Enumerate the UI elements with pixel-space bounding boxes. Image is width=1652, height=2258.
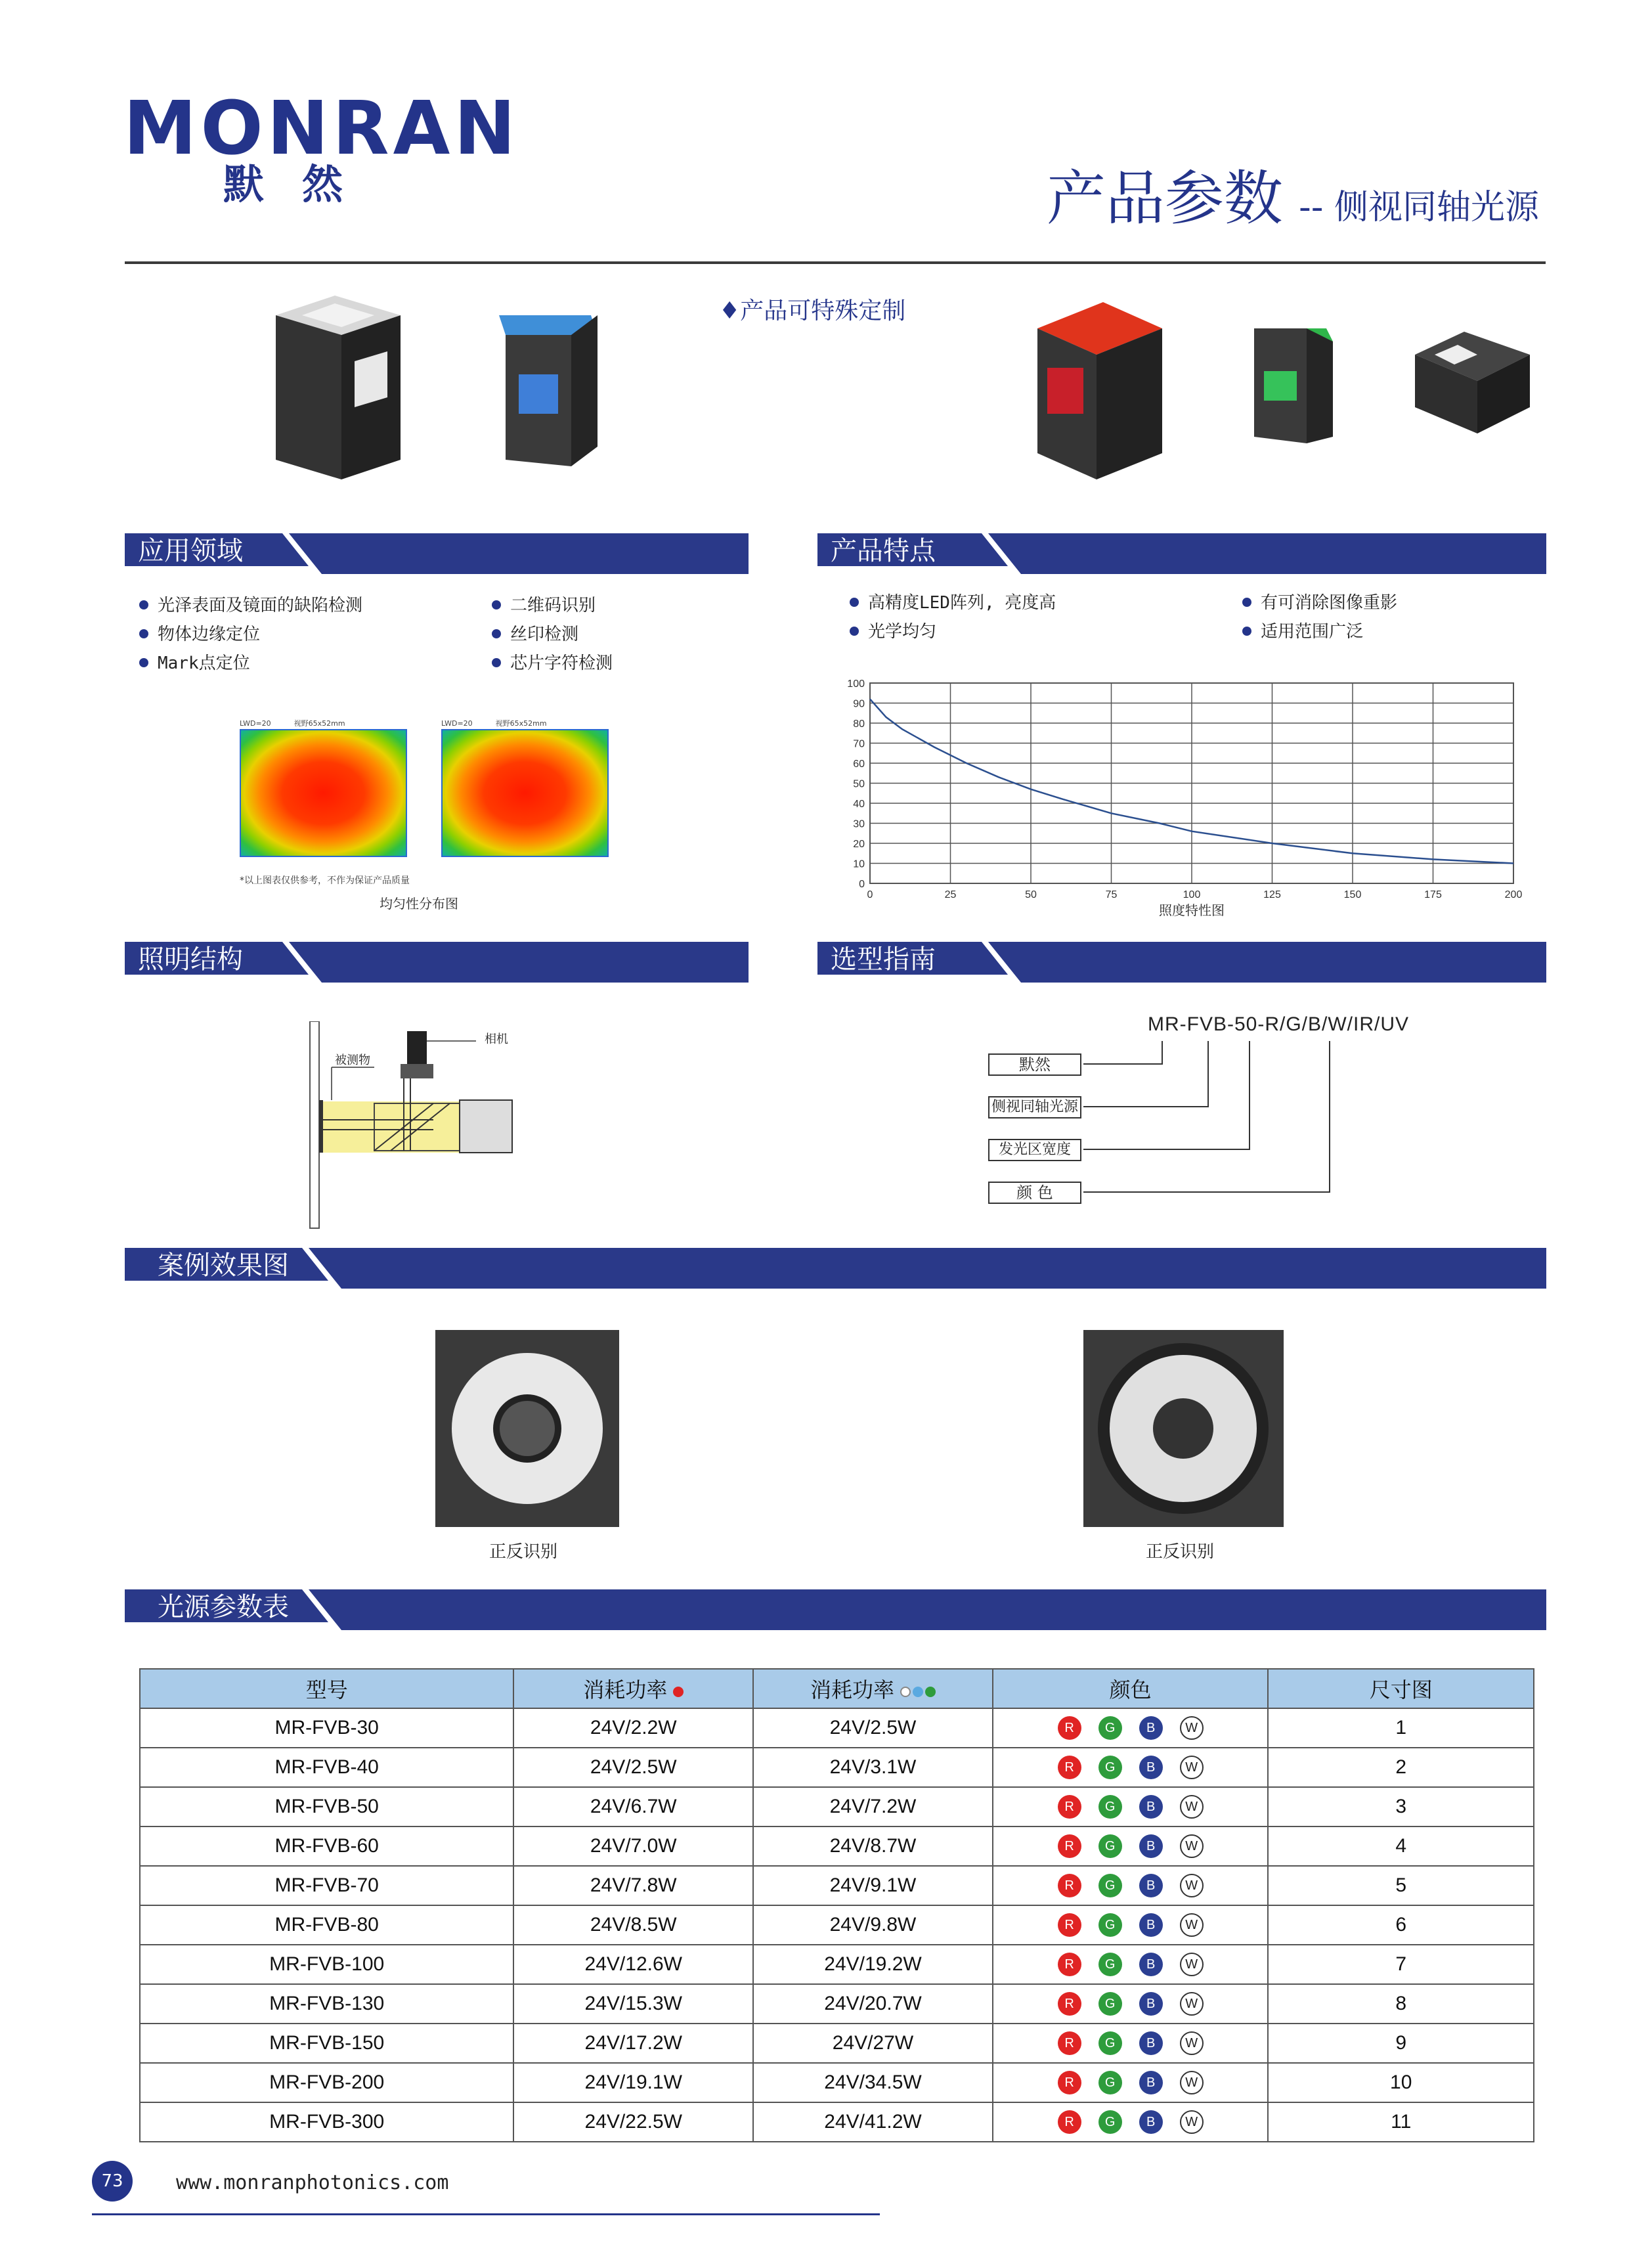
cell-colors	[993, 1748, 1269, 1787]
chart-xtick-label: 175	[1424, 889, 1442, 900]
color-badge-r: R	[1058, 1874, 1081, 1897]
uniformity-map-label-2: LWD=20 视野65x52mm	[441, 719, 547, 728]
feature-item: 光学均匀	[847, 617, 1056, 646]
color-badge-g: G	[1098, 1795, 1122, 1819]
color-badge-b: B	[1139, 1795, 1163, 1819]
table-header-row	[140, 1669, 1534, 1708]
cell-power-other: 24V/19.2W	[753, 1945, 993, 1984]
color-badge-w: W	[1180, 2071, 1204, 2094]
custom-note: ♦产品可特殊定制	[719, 298, 906, 324]
section-bar-selection	[817, 942, 1546, 983]
cell-colors	[993, 1787, 1269, 1826]
structure-label-object: 被测物	[335, 1053, 370, 1067]
color-badge-g: G	[1098, 1834, 1122, 1858]
chart-xtick-label: 75	[1105, 889, 1118, 900]
color-badge-w: W	[1180, 2031, 1204, 2055]
cell-power-red: 24V/17.2W	[513, 2024, 753, 2063]
feature-item: 适用范围广泛	[1240, 617, 1397, 646]
cell-colors	[993, 1708, 1269, 1748]
product-image-blue	[492, 302, 604, 473]
section-title-params: 光源参数表	[158, 1592, 289, 1622]
cell-colors	[993, 1905, 1269, 1945]
application-item: 物体边缘定位	[137, 620, 362, 649]
cell-colors	[993, 1826, 1269, 1866]
color-badge-w: W	[1180, 1756, 1204, 1779]
uniformity-disclaimer: *以上图表仅供参考，不作为保证产品质量	[240, 875, 410, 886]
col-header-model: 型号	[140, 1669, 513, 1708]
application-item: 丝印检测	[489, 620, 613, 649]
feature-item: 高精度LED阵列, 亮度高	[847, 588, 1056, 617]
cell-model: MR-FVB-100	[140, 1945, 513, 1984]
col-header-dimension: 尺寸图	[1268, 1669, 1534, 1708]
cell-power-red: 24V/6.7W	[513, 1787, 753, 1826]
cell-power-other: 24V/8.7W	[753, 1826, 993, 1866]
cell-colors	[993, 2102, 1269, 2142]
page-number: 73	[92, 2161, 133, 2202]
cell-power-other: 24V/9.1W	[753, 1866, 993, 1905]
model-code: MR-FVB-50-R/G/B/W/IR/UV	[1148, 1013, 1410, 1035]
feature-list-col2	[1240, 588, 1397, 646]
cell-power-red: 24V/7.0W	[513, 1826, 753, 1866]
cell-model: MR-FVB-60	[140, 1826, 513, 1866]
color-badge-g: G	[1098, 2110, 1122, 2134]
page-title-main: 产品参数	[1046, 164, 1283, 233]
section-title-features: 产品特点	[831, 536, 936, 566]
color-badge-r: R	[1058, 1795, 1081, 1819]
cell-dimension: 1	[1268, 1708, 1534, 1748]
color-badge-b: B	[1139, 2110, 1163, 2134]
cell-model: MR-FVB-80	[140, 1905, 513, 1945]
application-list-col2	[489, 591, 613, 678]
cell-colors	[993, 1984, 1269, 2024]
cell-model: MR-FVB-50	[140, 1787, 513, 1826]
table-row	[140, 1826, 1534, 1866]
footer-divider	[92, 2213, 880, 2215]
color-badge-b: B	[1139, 1953, 1163, 1976]
color-badge-g: G	[1098, 1992, 1122, 2016]
table-row	[140, 1984, 1534, 2024]
cell-power-other: 24V/3.1W	[753, 1748, 993, 1787]
table-row	[140, 1866, 1534, 1905]
cell-model: MR-FVB-130	[140, 1984, 513, 2024]
product-image-red	[1031, 289, 1169, 486]
cell-power-red: 24V/22.5W	[513, 2102, 753, 2142]
col-header-color: 颜色	[993, 1669, 1269, 1708]
color-badge-r: R	[1058, 1953, 1081, 1976]
cell-dimension: 3	[1268, 1787, 1534, 1826]
structure-label-camera: 相机	[485, 1032, 508, 1046]
table-row	[140, 1945, 1534, 1984]
color-badge-g: G	[1098, 1953, 1122, 1976]
cell-colors	[993, 1945, 1269, 1984]
chart-xtick-label: 200	[1504, 889, 1523, 900]
color-badge-w: W	[1180, 2110, 1204, 2134]
chart-ytick-label: 20	[853, 839, 865, 850]
cell-model: MR-FVB-70	[140, 1866, 513, 1905]
cell-power-other: 24V/27W	[753, 2024, 993, 2063]
illuminance-chart	[834, 673, 1536, 916]
table-row	[140, 1708, 1534, 1748]
cell-dimension: 7	[1268, 1945, 1534, 1984]
application-item: Mark点定位	[137, 649, 362, 678]
color-badge-w: W	[1180, 1716, 1204, 1740]
cell-power-other: 24V/34.5W	[753, 2063, 993, 2102]
cell-dimension: 6	[1268, 1905, 1534, 1945]
uniformity-map-2	[441, 729, 609, 857]
chart-ytick-label: 40	[853, 799, 865, 810]
blue-dot-icon	[913, 1687, 923, 1697]
cell-colors	[993, 2063, 1269, 2102]
cell-dimension: 11	[1268, 2102, 1534, 2142]
guide-part-type: 侧视同轴光源	[988, 1096, 1081, 1118]
section-title-application: 应用领域	[138, 536, 243, 566]
application-list-col1	[137, 591, 362, 678]
chart-xtick-label: 125	[1263, 889, 1281, 900]
cell-dimension: 8	[1268, 1984, 1534, 2024]
cell-power-red: 24V/8.5W	[513, 1905, 753, 1945]
col-header-power-red: 消耗功率	[513, 1669, 753, 1708]
color-badge-r: R	[1058, 1992, 1081, 2016]
cell-model: MR-FVB-300	[140, 2102, 513, 2142]
table-row	[140, 2102, 1534, 2142]
cell-power-other: 24V/2.5W	[753, 1708, 993, 1748]
chart-title: 照度特性图	[1159, 902, 1225, 916]
green-dot-icon	[925, 1687, 936, 1697]
chart-xtick-label: 0	[867, 889, 873, 900]
color-badge-w: W	[1180, 1913, 1204, 1937]
chart-ytick-label: 50	[853, 778, 865, 790]
feature-item: 有可消除图像重影	[1240, 588, 1397, 617]
cell-dimension: 5	[1268, 1866, 1534, 1905]
page-title	[1046, 164, 1539, 233]
spec-table	[139, 1668, 1534, 2142]
chart-ytick-label: 90	[853, 698, 865, 710]
selection-guide-lines	[1077, 1041, 1353, 1205]
color-badge-w: W	[1180, 1834, 1204, 1858]
brand-logo-chinese: 默然	[223, 160, 381, 208]
cell-model: MR-FVB-30	[140, 1708, 513, 1748]
section-bar-features	[817, 533, 1546, 574]
color-badge-b: B	[1139, 1756, 1163, 1779]
guide-part-brand: 默然	[988, 1053, 1081, 1076]
guide-part-width: 发光区宽度	[988, 1139, 1081, 1161]
color-badge-b: B	[1139, 1716, 1163, 1740]
cell-dimension: 4	[1268, 1826, 1534, 1866]
cell-dimension: 2	[1268, 1748, 1534, 1787]
feature-list-col1	[847, 588, 1056, 646]
chart-xtick-label: 150	[1343, 889, 1362, 900]
cell-power-red: 24V/12.6W	[513, 1945, 753, 1984]
chart-ytick-label: 10	[853, 858, 865, 870]
uniformity-caption: 均匀性分布图	[380, 896, 458, 912]
table-row	[140, 1905, 1534, 1945]
cell-dimension: 9	[1268, 2024, 1534, 2063]
chart-xtick-label: 100	[1183, 889, 1201, 900]
cell-power-other: 24V/20.7W	[753, 1984, 993, 2024]
case-caption-1: 正反识别	[489, 1542, 558, 1562]
color-badge-b: B	[1139, 1913, 1163, 1937]
color-badge-b: B	[1139, 2071, 1163, 2094]
color-badge-b: B	[1139, 1992, 1163, 2016]
cell-power-other: 24V/9.8W	[753, 1905, 993, 1945]
header-divider	[125, 261, 1546, 264]
cell-power-red: 24V/2.2W	[513, 1708, 753, 1748]
section-title-structure: 照明结构	[138, 944, 243, 975]
case-image-1	[435, 1330, 619, 1527]
chart-ytick-label: 80	[853, 719, 865, 730]
uniformity-map-1	[240, 729, 407, 857]
color-badge-w: W	[1180, 1874, 1204, 1897]
product-image-green	[1248, 319, 1339, 450]
col-header-power-other: 消耗功率	[753, 1669, 993, 1708]
chart-xtick-label: 50	[1025, 889, 1037, 900]
case-image-2	[1083, 1330, 1284, 1527]
color-badge-b: B	[1139, 2031, 1163, 2055]
cell-model: MR-FVB-150	[140, 2024, 513, 2063]
white-dot-icon	[900, 1687, 911, 1697]
footer-url[interactable]: www.monranphotonics.com	[176, 2171, 449, 2194]
chart-ytick-label: 70	[853, 738, 865, 750]
color-badge-r: R	[1058, 2031, 1081, 2055]
section-bar-structure	[125, 942, 749, 983]
page-title-sub: -- 侧视同轴光源	[1298, 188, 1539, 227]
color-badge-b: B	[1139, 1834, 1163, 1858]
cell-power-other: 24V/41.2W	[753, 2102, 993, 2142]
red-dot-icon	[673, 1687, 684, 1697]
product-image-white-large	[263, 289, 414, 486]
chart-xtick-label: 25	[944, 889, 957, 900]
color-badge-w: W	[1180, 1992, 1204, 2016]
section-title-selection: 选型指南	[831, 944, 936, 975]
color-badge-g: G	[1098, 1756, 1122, 1779]
section-bar-application	[125, 533, 749, 574]
application-item: 光泽表面及镜面的缺陷检测	[137, 591, 362, 620]
product-image-small-white	[1412, 328, 1543, 440]
color-badge-r: R	[1058, 2110, 1081, 2134]
cell-power-red: 24V/19.1W	[513, 2063, 753, 2102]
color-badge-g: G	[1098, 1913, 1122, 1937]
color-badge-r: R	[1058, 2071, 1081, 2094]
section-bar-params	[125, 1589, 1546, 1630]
color-badge-r: R	[1058, 1834, 1081, 1858]
color-badge-w: W	[1180, 1795, 1204, 1819]
color-badge-g: G	[1098, 1874, 1122, 1897]
cell-model: MR-FVB-200	[140, 2063, 513, 2102]
color-badge-r: R	[1058, 1913, 1081, 1937]
cell-dimension: 10	[1268, 2063, 1534, 2102]
cell-power-red: 24V/15.3W	[513, 1984, 753, 2024]
color-badge-g: G	[1098, 2031, 1122, 2055]
cell-power-red: 24V/2.5W	[513, 1748, 753, 1787]
cell-power-red: 24V/7.8W	[513, 1866, 753, 1905]
color-badge-r: R	[1058, 1756, 1081, 1779]
cell-colors	[993, 1866, 1269, 1905]
brand-logo-text: MONRAN	[123, 86, 520, 171]
color-badge-g: G	[1098, 1716, 1122, 1740]
cell-power-other: 24V/7.2W	[753, 1787, 993, 1826]
cell-colors	[993, 2024, 1269, 2063]
table-row	[140, 1748, 1534, 1787]
table-row	[140, 2063, 1534, 2102]
chart-ytick-label: 100	[847, 678, 865, 690]
application-item: 二维码识别	[489, 591, 613, 620]
chart-ytick-label: 0	[859, 879, 865, 890]
section-title-cases: 案例效果图	[158, 1251, 289, 1281]
table-row	[140, 1787, 1534, 1826]
chart-ytick-label: 60	[853, 759, 865, 770]
case-caption-2: 正反识别	[1146, 1542, 1215, 1562]
color-badge-r: R	[1058, 1716, 1081, 1740]
application-item: 芯片字符检测	[489, 649, 613, 678]
chart-ytick-label: 30	[853, 818, 865, 830]
color-badge-g: G	[1098, 2071, 1122, 2094]
guide-part-color: 颜 色	[988, 1182, 1081, 1204]
color-badge-b: B	[1139, 1874, 1163, 1897]
color-badge-w: W	[1180, 1953, 1204, 1976]
uniformity-map-label-1: LWD=20 视野65x52mm	[240, 719, 345, 728]
table-row	[140, 2024, 1534, 2063]
section-bar-cases	[125, 1248, 1546, 1289]
cell-model: MR-FVB-40	[140, 1748, 513, 1787]
